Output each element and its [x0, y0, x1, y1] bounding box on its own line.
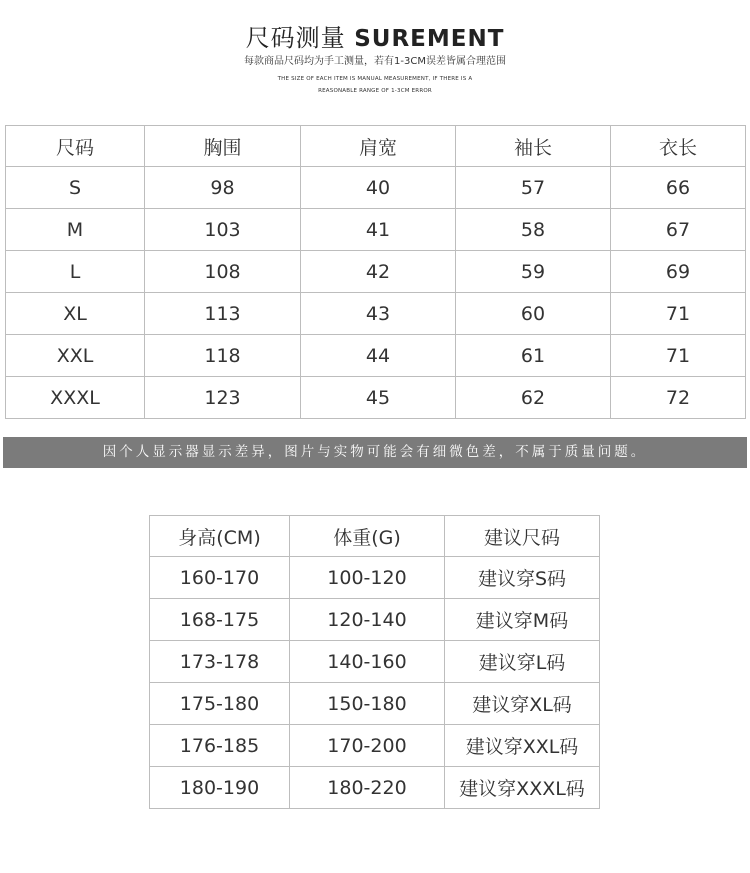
table-cell: 67 — [611, 209, 746, 251]
table-cell: XXL — [6, 335, 145, 377]
table-cell: XXXL — [6, 377, 145, 419]
table-row — [150, 599, 600, 641]
table-cell: 57 — [456, 167, 611, 209]
table-cell: 69 — [611, 251, 746, 293]
color-difference-notice: 因个人显示器显示差异，图片与实物可能会有细微色差，不属于质量问题。 — [3, 437, 747, 468]
table-cell: S — [6, 167, 145, 209]
table-cell: 41 — [301, 209, 456, 251]
table-cell: 140-160 — [290, 641, 445, 683]
table-cell: 180-190 — [150, 767, 290, 809]
table-row — [150, 641, 600, 683]
table-cell: 60 — [456, 293, 611, 335]
header-cell: 胸围 — [145, 126, 301, 167]
table-cell: 43 — [301, 293, 456, 335]
table-cell: 40 — [301, 167, 456, 209]
size-recommendation-table — [149, 515, 600, 809]
table-cell: 180-220 — [290, 767, 445, 809]
header-cell: 体重(G) — [290, 516, 445, 557]
table-row — [150, 683, 600, 725]
header-cell: 袖长 — [456, 126, 611, 167]
title-english: SUREMENT — [354, 26, 505, 52]
table-cell: M — [6, 209, 145, 251]
table-row — [6, 377, 746, 419]
table-cell: 45 — [301, 377, 456, 419]
table-cell: 61 — [456, 335, 611, 377]
title-chinese: 尺码测量 — [245, 24, 346, 52]
table-row — [6, 167, 746, 209]
table-cell: 170-200 — [290, 725, 445, 767]
table-row — [150, 725, 600, 767]
table-cell: 176-185 — [150, 725, 290, 767]
header-cell: 尺码 — [6, 126, 145, 167]
table-cell: 108 — [145, 251, 301, 293]
table-cell: 103 — [145, 209, 301, 251]
table-row — [150, 557, 600, 599]
header-cell: 身高(CM) — [150, 516, 290, 557]
header-cell: 衣长 — [611, 126, 746, 167]
table-cell: 建议穿XXXL码 — [445, 767, 600, 809]
table-cell: 44 — [301, 335, 456, 377]
table-cell: 建议穿XXL码 — [445, 725, 600, 767]
table-cell: 建议穿S码 — [445, 557, 600, 599]
table-cell: 42 — [301, 251, 456, 293]
table-row — [150, 767, 600, 809]
table-cell: 123 — [145, 377, 301, 419]
table-cell: 175-180 — [150, 683, 290, 725]
table-cell: L — [6, 251, 145, 293]
size-chart-header-row — [6, 126, 746, 167]
table-cell: 100-120 — [290, 557, 445, 599]
table-cell: 62 — [456, 377, 611, 419]
header-cell: 建议尺码 — [445, 516, 600, 557]
table-cell: 71 — [611, 335, 746, 377]
table-row — [6, 335, 746, 377]
table-cell: 58 — [456, 209, 611, 251]
header-cell: 肩宽 — [301, 126, 456, 167]
measurement-note: 每款商品尺码均为手工测量，若有1-3CM误差皆属合理范围 — [244, 56, 506, 67]
table-cell: 150-180 — [290, 683, 445, 725]
table-row — [6, 209, 746, 251]
table-cell: 98 — [145, 167, 301, 209]
measurement-note-english-line1: THE SIZE OF EACH ITEM IS MANUAL MEASUREMENT, IF THERE IS A — [277, 76, 473, 82]
size-chart-table — [5, 125, 746, 419]
table-cell: 72 — [611, 377, 746, 419]
table-row — [6, 293, 746, 335]
table-cell: 66 — [611, 167, 746, 209]
table-cell: 建议穿L码 — [445, 641, 600, 683]
table-cell: 建议穿M码 — [445, 599, 600, 641]
table-cell: XL — [6, 293, 145, 335]
table-cell: 71 — [611, 293, 746, 335]
table-row — [6, 251, 746, 293]
page-title — [0, 18, 750, 52]
table-cell: 59 — [456, 251, 611, 293]
table-cell: 建议穿XL码 — [445, 683, 600, 725]
table-cell: 118 — [145, 335, 301, 377]
table-cell: 173-178 — [150, 641, 290, 683]
recommendation-header-row — [150, 516, 600, 557]
table-cell: 113 — [145, 293, 301, 335]
table-cell: 168-175 — [150, 599, 290, 641]
measurement-note-english-line2: REASONABLE RANGE OF 1-3CM ERROR — [318, 88, 432, 94]
table-cell: 120-140 — [290, 599, 445, 641]
table-cell: 160-170 — [150, 557, 290, 599]
